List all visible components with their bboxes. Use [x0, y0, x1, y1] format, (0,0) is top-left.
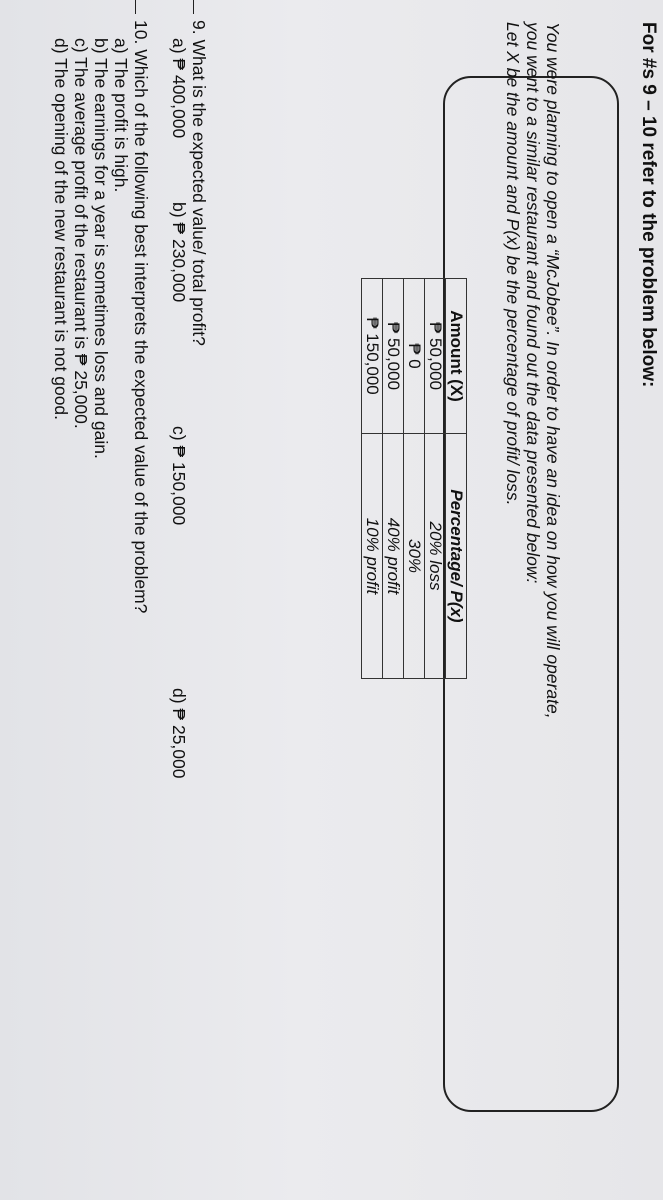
data-table: [361, 278, 467, 679]
percentage-cell: 40% profit: [383, 434, 404, 679]
question-9-choices: [169, 0, 189, 779]
question-9: [169, 0, 209, 779]
choice-10c: c) The average profit of the restaurant is ₱ 25,000.: [71, 38, 91, 429]
column-header-percentage: Percentage/ P(x): [446, 434, 467, 679]
problem-statement: [503, 22, 563, 1182]
amount-cell: ₱ 50,000: [425, 279, 446, 434]
choice-10d: d) The opening of the new restaurant is not good.: [51, 38, 71, 421]
table-row: [383, 279, 404, 679]
answer-blank-9[interactable]: [193, 0, 194, 14]
column-header-amount: Amount (X): [446, 279, 467, 434]
amount-cell: ₱ 0: [404, 279, 425, 434]
problem-line-3: Let X be the amount and P(x) be the percentage of profit/ loss.: [503, 22, 523, 506]
question-10-text: 10. Which of the following best interprets the expected value of the problem?: [131, 20, 151, 614]
choice-9c: c) ₱ 150,000: [169, 426, 189, 526]
choice-10a: a) The profit is high.: [111, 38, 131, 193]
choice-9b: b) ₱ 230,000: [169, 202, 189, 303]
table-row: [425, 279, 446, 679]
table-row: [362, 279, 383, 679]
question-9-text: 9. What is the expected value/ total profit?: [189, 20, 209, 346]
choice-9a: a) ₱ 400,000: [169, 38, 189, 139]
table-header-row: [446, 279, 467, 679]
table-row: [404, 279, 425, 679]
problem-line-1: You were planning to open a “McJobee”. In order to have an idea on how you will operate,: [543, 22, 563, 719]
percentage-cell: 20% loss: [425, 434, 446, 679]
choice-9d: d) ₱ 25,000: [169, 688, 189, 779]
answer-blank-10[interactable]: [135, 0, 136, 14]
amount-cell: ₱ 150,000: [362, 279, 383, 434]
amount-cell: ₱ 50,000: [383, 279, 404, 434]
choice-10b: b) The earnings for a year is sometimes loss and gain.: [91, 38, 111, 459]
section-heading: For #s 9 – 10 refer to the problem below:: [638, 22, 659, 388]
problem-line-2: you went to a similar restaurant and found out the data presented below:: [523, 22, 543, 584]
question-10: [51, 0, 151, 613]
percentage-cell: 30%: [404, 434, 425, 679]
percentage-cell: 10% profit: [362, 434, 383, 679]
